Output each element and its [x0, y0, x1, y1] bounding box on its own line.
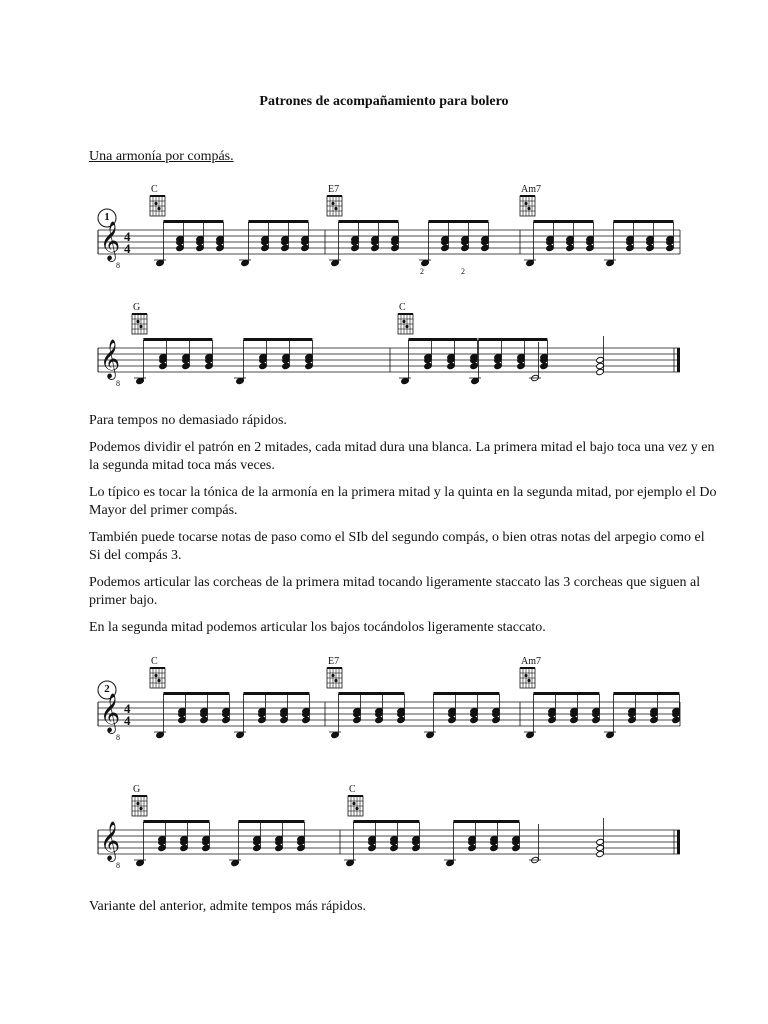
beam — [433, 692, 499, 695]
note-head — [548, 716, 557, 723]
chord-dot — [331, 202, 334, 205]
note-head — [180, 844, 189, 851]
chord-dot — [334, 207, 337, 210]
note-head — [447, 362, 456, 369]
beam — [338, 220, 398, 223]
note-head — [222, 716, 231, 723]
note-head — [646, 244, 655, 251]
example-number: 2 — [104, 683, 110, 695]
note-head — [470, 362, 479, 369]
note-head — [281, 244, 290, 251]
score-example-2-row-2 — [80, 776, 700, 886]
note-head — [253, 844, 262, 851]
octave-mark: 8 — [116, 379, 120, 388]
chord-dot — [139, 807, 142, 810]
octave-mark: 8 — [116, 733, 120, 742]
note-head — [158, 844, 167, 851]
note-head — [461, 244, 470, 251]
note-head — [570, 716, 579, 723]
note-head — [596, 362, 605, 369]
note-head — [236, 731, 245, 738]
note-head — [606, 259, 615, 266]
note-head — [346, 859, 355, 866]
paragraph: Podemos articular las corcheas de la primera mitad tocando ligeramente staccato las 3 corcheas que siguen al primer bajo. — [89, 575, 701, 608]
fingering-number: 2 — [461, 267, 465, 276]
note-head — [302, 716, 311, 723]
chord-dot — [352, 802, 355, 805]
note-head — [176, 244, 185, 251]
note-head — [424, 362, 433, 369]
note-head — [596, 356, 605, 363]
time-signature-bottom: 4 — [124, 713, 131, 728]
note-head — [494, 362, 503, 369]
note-head — [301, 244, 310, 251]
note-head — [331, 731, 340, 738]
chord-dot — [527, 207, 530, 210]
beam — [428, 220, 488, 223]
paragraph: Podemos dividir el patrón en 2 mitades, cada mitad dura una blanca. La primera mitad el bajo toca una vez y en la segunda mitad toca más veces. — [89, 440, 715, 473]
note-head — [672, 716, 681, 723]
chord-name: Am7 — [521, 656, 541, 667]
note-head — [159, 362, 168, 369]
note-head — [492, 716, 501, 723]
final-barline-thick — [677, 348, 680, 372]
note-head — [205, 362, 214, 369]
chord-dot — [154, 674, 157, 677]
note-head — [586, 244, 595, 251]
closing-paragraph: Variante del anterior, admite tempos más rápidos. — [89, 899, 367, 914]
note-head — [280, 716, 289, 723]
treble-clef-icon: 𝄞 — [100, 823, 121, 860]
paragraph: Para tempos no demasiado rápidos. — [89, 413, 287, 428]
chord-name: G — [133, 302, 141, 313]
score-example-2-row-1 — [80, 648, 700, 758]
note-head — [202, 844, 211, 851]
score-example-1-row-2 — [80, 294, 700, 404]
chord-dot — [355, 807, 358, 810]
beam — [338, 692, 404, 695]
beam — [408, 338, 477, 341]
example-number: 1 — [104, 211, 110, 223]
chord-dot — [402, 320, 405, 323]
chord-dot — [334, 679, 337, 682]
note-head — [282, 362, 291, 369]
chord-name: C — [349, 784, 356, 795]
score-example-1-row-1 — [80, 176, 700, 286]
note-head — [666, 244, 675, 251]
note-head — [297, 844, 306, 851]
paragraph: Lo típico es tocar la tónica de la armonía en la primera mitad y la quinta en la segunda mitad, por ejemplo el Do Mayor del primer compás. — [89, 485, 717, 518]
final-barline-thick — [677, 830, 680, 854]
treble-clef-icon: 𝄞 — [100, 695, 121, 732]
time-signature-top: 4 — [124, 701, 131, 716]
beam — [238, 820, 304, 823]
note-head — [401, 377, 410, 384]
chord-dot — [136, 320, 139, 323]
note-head — [471, 377, 480, 384]
staff-system — [80, 776, 700, 886]
note-head — [397, 716, 406, 723]
chord-dot — [405, 325, 408, 328]
beam — [163, 220, 223, 223]
note-head — [390, 844, 399, 851]
beam — [533, 692, 599, 695]
note-head — [546, 244, 555, 251]
paragraph: En la segunda mitad podemos articular los bajos tocándolos ligeramente staccato. — [89, 620, 546, 635]
chord-dot — [139, 325, 142, 328]
note-head — [182, 362, 191, 369]
note-head — [448, 716, 457, 723]
beam — [478, 338, 547, 341]
chord-name: Am7 — [521, 184, 541, 195]
note-head — [196, 244, 205, 251]
note-head — [421, 259, 430, 266]
staff-system — [80, 176, 700, 286]
chord-name: G — [133, 784, 141, 795]
beam — [613, 692, 679, 695]
beam — [143, 338, 212, 341]
chord-dot — [157, 679, 160, 682]
chord-dot — [136, 802, 139, 805]
note-head — [596, 838, 605, 845]
treble-clef-icon: 𝄞 — [100, 223, 121, 260]
note-head — [231, 859, 240, 866]
note-head — [481, 244, 490, 251]
note-head — [426, 731, 435, 738]
note-head — [566, 244, 575, 251]
chord-dot — [157, 207, 160, 210]
chord-name: E7 — [328, 656, 340, 667]
note-head — [216, 244, 225, 251]
note-head — [261, 244, 270, 251]
beam — [163, 692, 229, 695]
note-head — [371, 244, 380, 251]
staff-system — [80, 294, 700, 404]
note-head — [512, 844, 521, 851]
note-head — [305, 362, 314, 369]
beam — [613, 220, 673, 223]
note-head — [368, 844, 377, 851]
note-head — [331, 259, 340, 266]
chord-dot — [331, 674, 334, 677]
chord-name: E7 — [328, 184, 340, 195]
note-head — [592, 716, 601, 723]
note-head — [650, 716, 659, 723]
chord-dot — [527, 679, 530, 682]
note-head — [606, 731, 615, 738]
paragraph: También puede tocarse notas de paso como el SIb del segundo compás, o bien otras notas del arpegio como el Si del compás 3. — [89, 530, 705, 563]
staff-system — [80, 648, 700, 758]
note-head — [470, 716, 479, 723]
note-head — [490, 844, 499, 851]
chord-dot — [154, 202, 157, 205]
note-head — [517, 362, 526, 369]
beam — [143, 820, 209, 823]
chord-name: C — [151, 656, 158, 667]
note-head — [156, 259, 165, 266]
note-head — [178, 716, 187, 723]
note-head — [200, 716, 209, 723]
chord-name: C — [399, 302, 406, 313]
note-head — [628, 716, 637, 723]
chord-name: C — [151, 184, 158, 195]
page-title: Patrones de acompañamiento para bolero — [259, 94, 509, 109]
fingering-number: 2 — [420, 267, 424, 276]
note-head — [540, 362, 549, 369]
note-head — [596, 368, 605, 375]
beam — [453, 820, 519, 823]
note-head — [351, 244, 360, 251]
note-head — [596, 844, 605, 851]
beam — [243, 692, 309, 695]
note-head — [375, 716, 384, 723]
beam — [353, 820, 419, 823]
note-head — [275, 844, 284, 851]
octave-mark: 8 — [116, 261, 120, 270]
note-head — [526, 731, 535, 738]
time-signature-bottom: 4 — [124, 241, 131, 256]
beam — [248, 220, 308, 223]
beam — [533, 220, 593, 223]
note-head — [136, 377, 145, 384]
note-head — [626, 244, 635, 251]
note-head — [241, 259, 250, 266]
note-head — [156, 731, 165, 738]
note-head — [526, 259, 535, 266]
octave-mark: 8 — [116, 861, 120, 870]
note-head — [136, 859, 145, 866]
note-head — [391, 244, 400, 251]
note-head — [412, 844, 421, 851]
time-signature-top: 4 — [124, 229, 131, 244]
chord-dot — [524, 674, 527, 677]
note-head — [259, 362, 268, 369]
section-heading: Una armonía por compás. — [89, 149, 234, 164]
note-head — [468, 844, 477, 851]
note-head — [441, 244, 450, 251]
note-head — [258, 716, 267, 723]
note-head — [596, 850, 605, 857]
treble-clef-icon: 𝄞 — [100, 341, 121, 378]
note-head — [446, 859, 455, 866]
chord-dot — [524, 202, 527, 205]
beam — [243, 338, 312, 341]
note-head — [236, 377, 245, 384]
note-head — [353, 716, 362, 723]
